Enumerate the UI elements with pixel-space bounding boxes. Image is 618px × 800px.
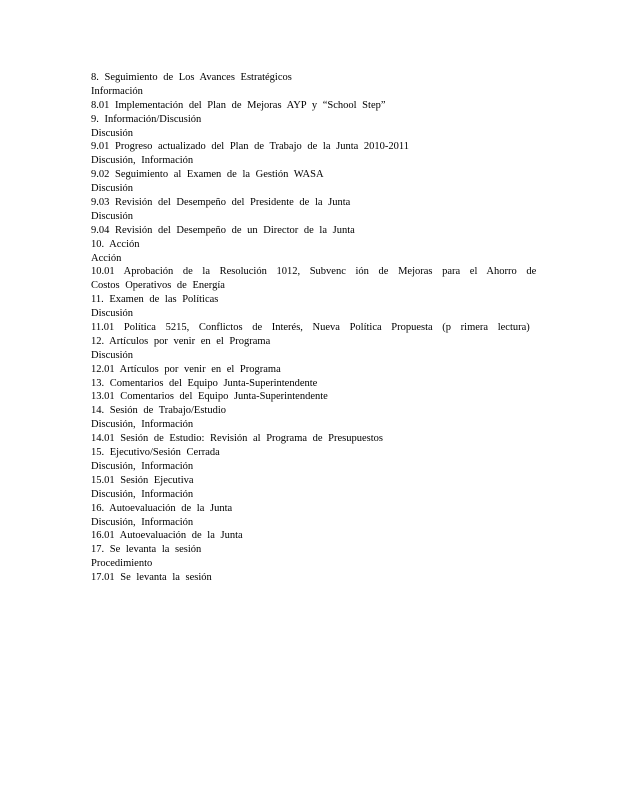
agenda-line: 12. Artículos por venir en el Programa [91,335,271,347]
agenda-line: 15. Ejecutivo/Sesión Cerrada [91,447,220,459]
agenda-line: 13.01 Comentarios del Equipo Junta-Superintendente [91,391,328,403]
agenda-line: Discusión [91,308,133,320]
agenda-line: 13. Comentarios del Equipo Junta-Superintendente [91,377,318,389]
agenda-line: 9. Información/Discusión [91,113,202,125]
agenda-line: 11. Examen de las Políticas [91,294,219,306]
agenda-lines [91,71,537,585]
agenda-line: Discusión, Información [91,488,194,500]
agenda-line: 10.01 Aprobación de la Resolución 1012, Subvenc ión de Mejoras para el Ahorro de [91,266,537,278]
agenda-line: 10. Acción [91,238,140,250]
agenda-line: 17. Se levanta la sesión [91,544,202,556]
agenda-line: 16. Autoevaluación de la Junta [91,502,233,514]
agenda-line: Discusión [91,349,133,361]
agenda-line: Discusión [91,210,133,222]
agenda-line: Discusión [91,127,133,139]
agenda-line: 9.04 Revisión del Desempeño de un Director de la Junta [91,224,355,236]
agenda-line: Discusión, Información [91,460,194,472]
agenda-line: 9.03 Revisión del Desempeño del Presidente de la Junta [91,197,351,209]
agenda-line: 17.01 Se levanta la sesión [91,572,212,584]
agenda-line: Discusión, Información [91,155,194,167]
agenda-line: 12.01 Artículos por venir en el Programa [91,363,281,375]
agenda-line: Información [91,85,143,97]
agenda-line: Discusión, Información [91,516,194,528]
agenda-line: 8. Seguimiento de Los Avances Estratégicos [91,72,292,83]
agenda-line: Acción [91,252,122,264]
agenda-line: Discusión [91,183,133,195]
agenda-line: 14. Sesión de Trabajo/Estudio [91,405,227,417]
agenda-line: Procedimiento [91,558,153,570]
agenda-line: 9.02 Seguimiento al Examen de la Gestión WASA [91,169,324,181]
agenda-line: 14.01 Sesión de Estudio: Revisión al Programa de Presupuestos [91,433,384,445]
agenda-line: 15.01 Sesión Ejecutiva [91,474,194,486]
agenda-line: 16.01 Autoevaluación de la Junta [91,530,243,542]
agenda-line: 9.01 Progreso actualizado del Plan de Trabajo de la Junta 2010-2011 [91,141,410,153]
agenda-line: Costos Operativos de Energía [91,280,225,292]
agenda-line: 11.01 Política 5215, Conflictos de Interés, Nueva Política Propuesta (p rimera lectura) [91,322,530,334]
agenda-line: 8.01 Implementación del Plan de Mejoras AYP y “School Step” [91,99,386,111]
agenda-line: Discusión, Información [91,419,194,431]
